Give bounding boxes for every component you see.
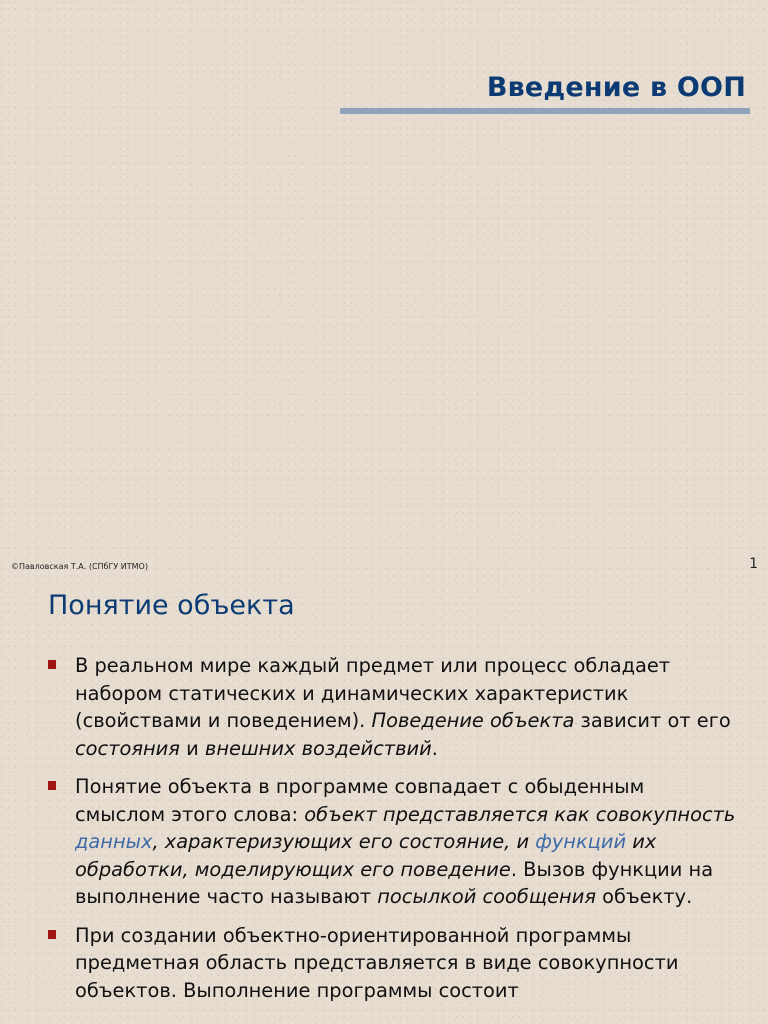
emphasis-text: состояния — [75, 736, 180, 760]
bullet-text: и — [179, 736, 205, 760]
title-underline — [340, 108, 750, 114]
bullet-item — [48, 652, 738, 762]
bullet-text: . Вызов функции на выполнение часто называют — [75, 857, 714, 908]
emphasis-text: посылкой сообщения — [377, 885, 596, 908]
bullet-text: зависит от его — [574, 709, 731, 732]
emphasis-text: , и — [504, 830, 536, 853]
section-heading: Понятие объекта — [48, 590, 295, 621]
bullet-text: Понятие объекта в программе совпадает с обыденным смыслом этого слова: — [75, 775, 645, 826]
emphasis-text: их обработки, моделирующих его поведение — [75, 830, 657, 881]
emphasis-text: объект представляется как совокупность — [304, 802, 736, 826]
bullet-text: . — [431, 736, 438, 760]
bullet-text: При создании объектно-ориентированной программы предметная область представляется в виде совокупности объектов. Выполнение программы состоит — [75, 923, 679, 1002]
highlighted-term: функций — [535, 830, 627, 853]
slide-title: Введение в ООП — [486, 72, 746, 103]
bullet-list — [48, 652, 738, 1015]
bullet-text: В реальном мире каждый предмет или процесс обладает набором статических и динамических характеристик (свойствами и поведением). — [75, 654, 671, 732]
copyright-footer: ©Павловская Т.А. (СПбГУ ИТМО) — [11, 562, 148, 571]
bullet-item — [48, 773, 738, 911]
square-bullet-icon — [48, 660, 56, 669]
emphasis-text: , характеризующих его состояние — [152, 830, 505, 853]
square-bullet-icon — [48, 930, 56, 939]
bullet-text: объекту. — [595, 885, 693, 908]
bullet-item — [48, 922, 738, 1005]
highlighted-term: данных — [75, 830, 153, 853]
emphasis-text: внешних воздействий — [204, 736, 432, 760]
page-number: 1 — [749, 556, 758, 572]
square-bullet-icon — [48, 781, 56, 790]
emphasis-text: Поведение объекта — [371, 709, 575, 732]
